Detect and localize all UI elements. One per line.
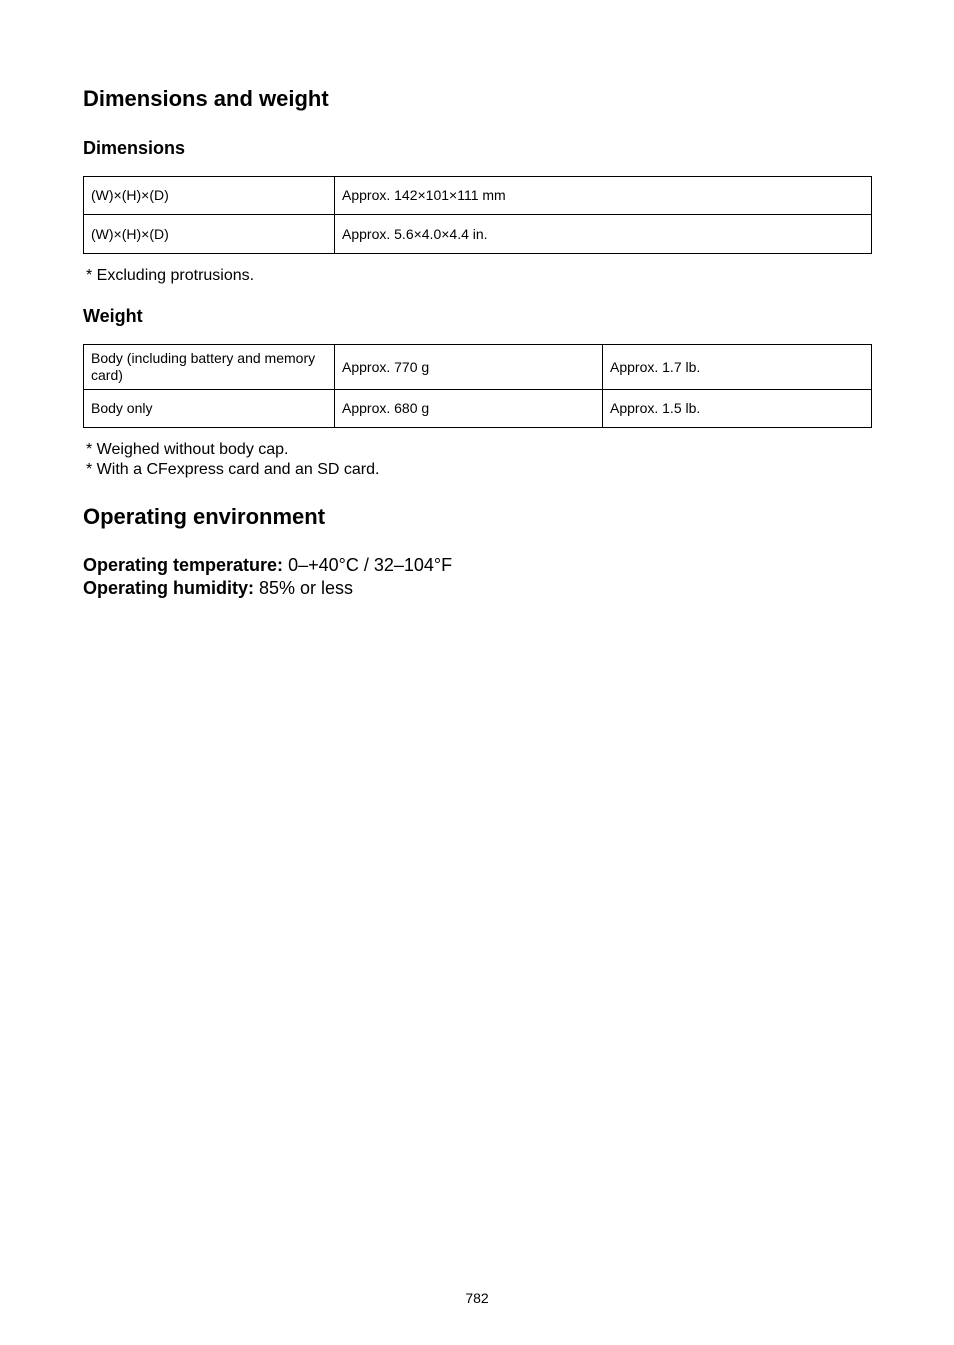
page-number: 782 (465, 1290, 489, 1306)
weight-metric-cell: Approx. 770 g (335, 345, 603, 390)
weight-label-cell: Body (including battery and memory card) (84, 345, 335, 390)
dimensions-label-cell: (W)×(H)×(D) (84, 177, 335, 215)
weight-footnote: * Weighed without body cap. (86, 441, 289, 458)
section-title-dimensions-weight: Dimensions and weight (83, 86, 329, 111)
operating-humidity-value: 85% or less (259, 578, 354, 598)
dimensions-value-cell: Approx. 142×101×111 mm (335, 177, 872, 215)
operating-temperature (83, 554, 452, 577)
weight-label-cell: Body only (84, 390, 335, 428)
subsection-title-weight: Weight (83, 306, 143, 326)
section-title-operating-environment: Operating environment (83, 504, 326, 529)
weight-footnote: * With a CFexpress card and an SD card. (86, 461, 380, 478)
dimensions-value-cell: Approx. 5.6×4.0×4.4 in. (335, 215, 872, 254)
dimensions-table (83, 176, 872, 254)
table-row (84, 390, 872, 428)
weight-imperial-cell: Approx. 1.5 lb. (603, 390, 872, 428)
operating-temperature-value: 0–+40°C / 32–104°F (288, 555, 453, 575)
subsection-title-dimensions: Dimensions (83, 138, 186, 158)
dimensions-label-cell: (W)×(H)×(D) (84, 215, 335, 254)
dimensions-footnote: * Excluding protrusions. (86, 267, 255, 284)
operating-temperature-label: Operating temperature: (83, 555, 284, 575)
weight-table (83, 344, 872, 428)
table-row (84, 215, 872, 254)
weight-metric-cell: Approx. 680 g (335, 390, 603, 428)
table-row (84, 345, 872, 390)
table-row (84, 177, 872, 215)
operating-humidity (83, 577, 353, 600)
operating-humidity-label: Operating humidity: (83, 578, 254, 598)
weight-imperial-cell: Approx. 1.7 lb. (603, 345, 872, 390)
